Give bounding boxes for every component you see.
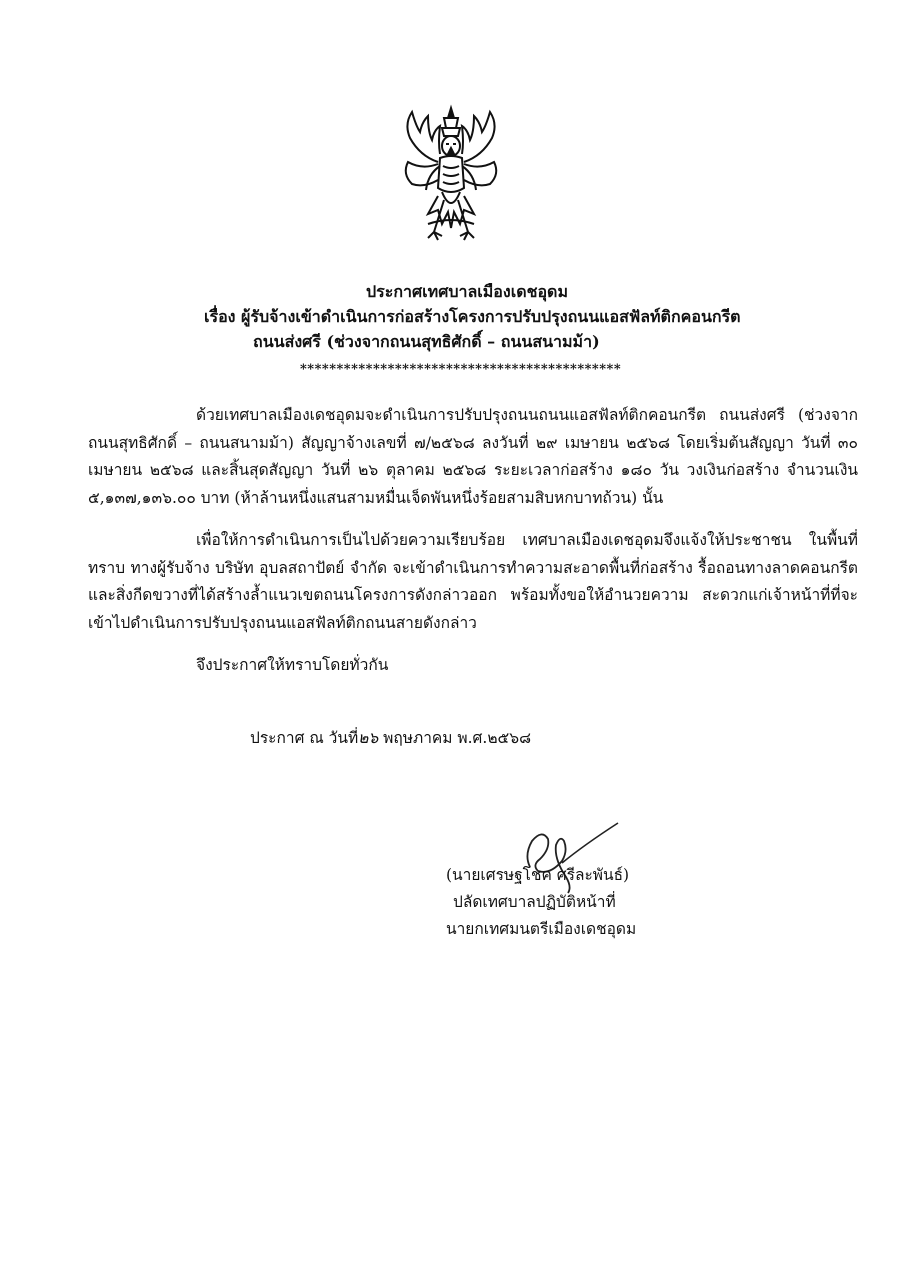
- signatory-position-2: นายกเทศมนตรีเมืองเดชอุดม: [446, 920, 637, 938]
- subject-line-1: เรื่อง ผู้รับจ้างเข้าดำเนินการก่อสร้างโครงการปรับปรุงถนนแอสฟัลท์ติกคอนกรีต: [204, 307, 741, 326]
- signatory-name: (นายเศรษฐโชค ศรีละพันธ์): [446, 866, 630, 884]
- date-rest: พฤษภาคม พ.ศ.๒๕๖๘: [378, 729, 532, 747]
- date-prefix: ประกาศ ณ วันที่: [250, 729, 359, 747]
- closing-line: จึงประกาศให้ทราบโดยทั่วกัน: [196, 656, 389, 674]
- paragraph-2: [88, 527, 858, 637]
- subject-line-2: ถนนส่งศรี (ช่วงจากถนนสุทธิศักดิ์ – ถนนสนามม้า): [253, 332, 600, 351]
- paragraph-2-text: เพื่อให้การดำเนินการเป็นไปด้วยความเรียบร้อย เทศบาลเมืองเดชอุดมจึงแจ้งให้ประชาชน ในพื้นที่ทราบ ทางผู้รับจ้าง บริษัท อุบลสถาปัตย์ จำกัด จะเข้าดำเนินการทำความสะอาดพื้นที่ก่อสร้าง รื้อถอนทางลาดคอนกรีต และสิ่งกีดขวางที่ได้สร้างล้ำแนวเขตถนนโครงการดังกล่าวออก พร้อมทั้งขอให้อำนวยความ สะดวกแก่เจ้าหน้าที่ที่จะเข้าไปดำเนินการปรับปรุงถนนแอสฟัลท์ติกถนนสายดังกล่าว: [88, 531, 858, 632]
- garuda-emblem-icon: [398, 104, 504, 246]
- asterisk-divider: ********************************************: [300, 362, 622, 377]
- date-day-handwritten: ๒๖: [358, 729, 379, 747]
- signatory-position-1: ปลัดเทศบาลปฏิบัติหน้าที่: [453, 893, 616, 911]
- announcement-date: [250, 725, 531, 750]
- paragraph-1: [88, 402, 858, 512]
- page-title: ประกาศเทศบาลเมืองเดชอุดม: [366, 282, 568, 301]
- paragraph-1-text: ด้วยเทศบาลเมืองเดชอุดมจะดำเนินการปรับปรุงถนนถนนแอสฟัลท์ติกคอนกรีต ถนนส่งศรี (ช่วงจากถนนสุทธิศักดิ์ – ถนนสนามม้า) สัญญาจ้างเลขที่ ๗/๒๕๖๘ ลงวันที่ ๒๙ เมษายน ๒๕๖๘ โดยเริ่มต้นสัญญา วันที่ ๓๐ เมษายน ๒๕๖๘ และสิ้นสุดสัญญา วันที่ ๒๖ ตุลาคม ๒๕๖๘ ระยะเวลาก่อสร้าง ๑๘๐ วัน วงเงินก่อสร้าง จำนวนเงิน ๕,๑๓๗,๑๓๖.๐๐ บาท (ห้าล้านหนึ่งแสนสามหมื่นเจ็ดพันหนึ่งร้อยสามสิบหกบาทถ้วน) นั้น: [88, 406, 858, 507]
